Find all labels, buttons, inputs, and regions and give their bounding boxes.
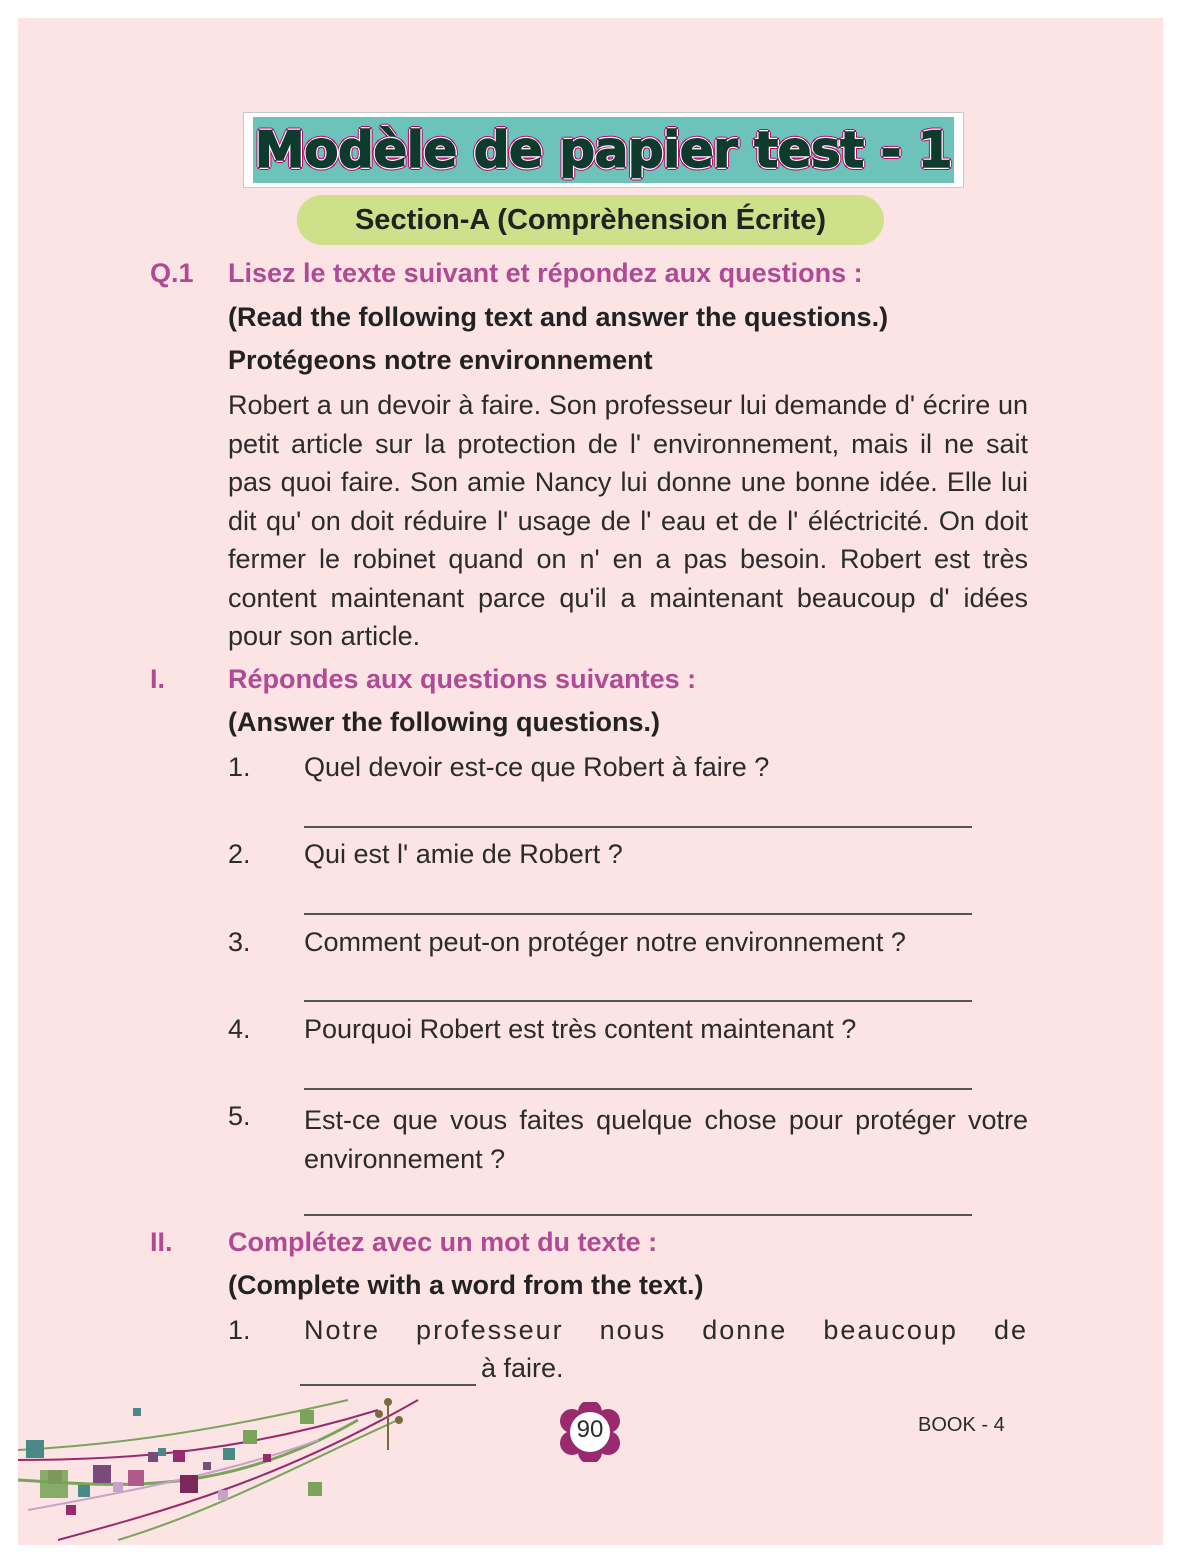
book-label: BOOK - 4 — [918, 1414, 1005, 1436]
passage-text: Robert a un devoir à faire. Son professeur lui demande d' écrire un petit article sur la protection de l' environnement, mais il ne sait pas quoi faire. Son amie Nancy lui donne une bonne idée. Elle lui dit qu' on doit réduire l' usage de l' eau et de l' éléctricité. On doit fermer le robinet quand on n' en a pas besoin. Robert est très content maintenant parce qu'il a maintenant beaucoup d' idées pour son article. — [228, 390, 1028, 651]
page-title: Modèle de papier test - 1 — [254, 121, 953, 179]
question-text: Est-ce que vous faites quelque chose pour protéger votre environnement ? — [304, 1105, 1028, 1174]
title-banner — [243, 112, 964, 188]
part1-instruction-en: (Answer the following questions.) — [228, 707, 660, 737]
part1-instruction-fr: Répondes aux questions suivantes : — [228, 664, 697, 694]
page-number: 90 — [576, 1416, 604, 1443]
fill-blank-line[interactable] — [300, 1384, 476, 1386]
question-number: 2. — [228, 839, 251, 869]
q1-number: Q.1 — [150, 258, 194, 288]
question-text: Qui est l' amie de Robert ? — [304, 839, 623, 869]
section-heading: Section-A (Comprèhension Écrite) — [297, 195, 884, 245]
part2-instruction-en: (Complete with a word from the text.) — [228, 1270, 704, 1300]
question-number: 1. — [228, 752, 251, 782]
fill-item-number: 1. — [228, 1315, 251, 1345]
fill-item-text: Notre professeur nous donne beaucoup de — [304, 1315, 1028, 1345]
answer-line[interactable] — [304, 1214, 972, 1216]
title-banner-inner — [253, 117, 954, 183]
passage-title: Protégeons notre environnement — [228, 345, 653, 375]
question-number: 5. — [228, 1101, 251, 1131]
question-text: Comment peut-on protéger notre environnement ? — [304, 927, 906, 957]
part2-number: II. — [150, 1227, 173, 1257]
question-number: 3. — [228, 927, 251, 957]
q1-instruction-en: (Read the following text and answer the questions.) — [228, 302, 889, 332]
fill-item-text-after: à faire. — [481, 1353, 564, 1383]
answer-line[interactable] — [304, 1000, 972, 1002]
part1-number: I. — [150, 664, 166, 694]
answer-line[interactable] — [304, 826, 972, 828]
question-text: Quel devoir est-ce que Robert à faire ? — [304, 752, 770, 782]
answer-line[interactable] — [304, 1088, 972, 1090]
q1-instruction-fr: Lisez le texte suivant et répondez aux questions : — [228, 258, 863, 288]
part2-instruction-fr: Complétez avec un mot du texte : — [228, 1227, 658, 1257]
answer-line[interactable] — [304, 913, 972, 915]
decorative-swirl-graphic — [18, 1390, 438, 1545]
question-text: Pourquoi Robert est très content maintenant ? — [304, 1014, 857, 1044]
question-number: 4. — [228, 1014, 251, 1044]
